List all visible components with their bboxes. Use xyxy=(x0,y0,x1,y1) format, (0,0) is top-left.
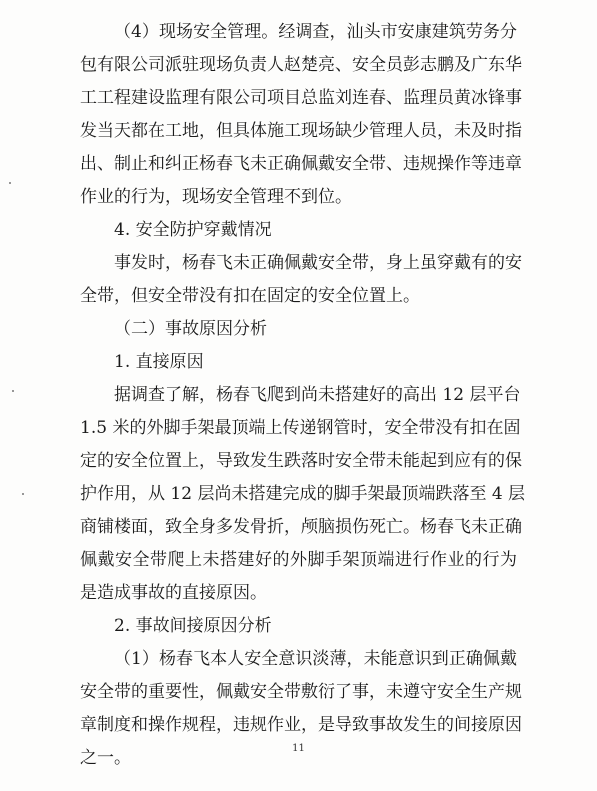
section-heading: 2. 事故间接原因分析 xyxy=(114,616,272,636)
paragraph-line: 据调查了解，杨春飞爬到尚未搭建好的高出 12 层平台 xyxy=(114,385,521,405)
page-number: 11 xyxy=(292,743,305,754)
paragraph-line: 之一。 xyxy=(80,748,131,768)
paragraph-line: 包有限公司派驻现场负责人赵楚亮、安全员彭志鹏及广东华 xyxy=(80,55,522,75)
paragraph-line: 佩戴安全带爬上未搭建好的外脚手架顶端进行作业的行为 xyxy=(80,550,517,570)
section-heading: （二）事故原因分析 xyxy=(114,319,267,339)
paragraph-line: 出、制止和纠正杨春飞未正确佩戴安全带、违规操作等违章 xyxy=(80,154,522,174)
section-heading: 1. 直接原因 xyxy=(114,352,204,372)
paragraph-line: 商铺楼面，致全身多发骨折，颅脑损伤死亡。杨春飞未正确 xyxy=(80,517,522,537)
section-heading: 4. 安全防护穿戴情况 xyxy=(114,220,272,240)
paragraph-line: 全带，但安全带没有扣在固定的安全位置上。 xyxy=(80,286,420,306)
paragraph-line: 章制度和操作规程，违规作业，是导致事故发生的间接原因 xyxy=(80,715,522,735)
paragraph-line: （4）现场安全管理。经调查，汕头市安康建筑劳务分 xyxy=(114,22,517,42)
paragraph-line: 护作用，从 12 层尚未搭建完成的脚手架最顶端跌落至 4 层 xyxy=(80,484,526,504)
paragraph-line: 安全带的重要性，佩戴安全带敷衍了事，未遵守安全生产规 xyxy=(80,682,522,702)
scan-speck xyxy=(12,390,14,392)
paragraph-line: 1.5 米的外脚手架最顶端上传递钢管时，安全带没有扣在固 xyxy=(80,418,521,438)
paragraph-line: 事发时，杨春飞未正确佩戴安全带，身上虽穿戴有的安 xyxy=(114,253,522,273)
scan-speck xyxy=(9,182,11,184)
paragraph-line: 发当天都在工地，但具体施工现场缺少管理人员，未及时指 xyxy=(80,121,522,141)
paragraph-line: 是造成事故的直接原因。 xyxy=(80,583,267,603)
scan-speck xyxy=(22,493,24,495)
paragraph-line: 作业的行为，现场安全管理不到位。 xyxy=(80,187,352,207)
paragraph-line: （1）杨春飞本人安全意识淡薄，未能意识到正确佩戴 xyxy=(114,649,517,669)
paragraph-line: 定的安全位置上，导致发生跌落时安全带未能起到应有的保 xyxy=(80,451,522,471)
paragraph-line: 工工程建设监理有限公司项目总监刘连春、监理员黄冰锋事 xyxy=(80,88,522,108)
